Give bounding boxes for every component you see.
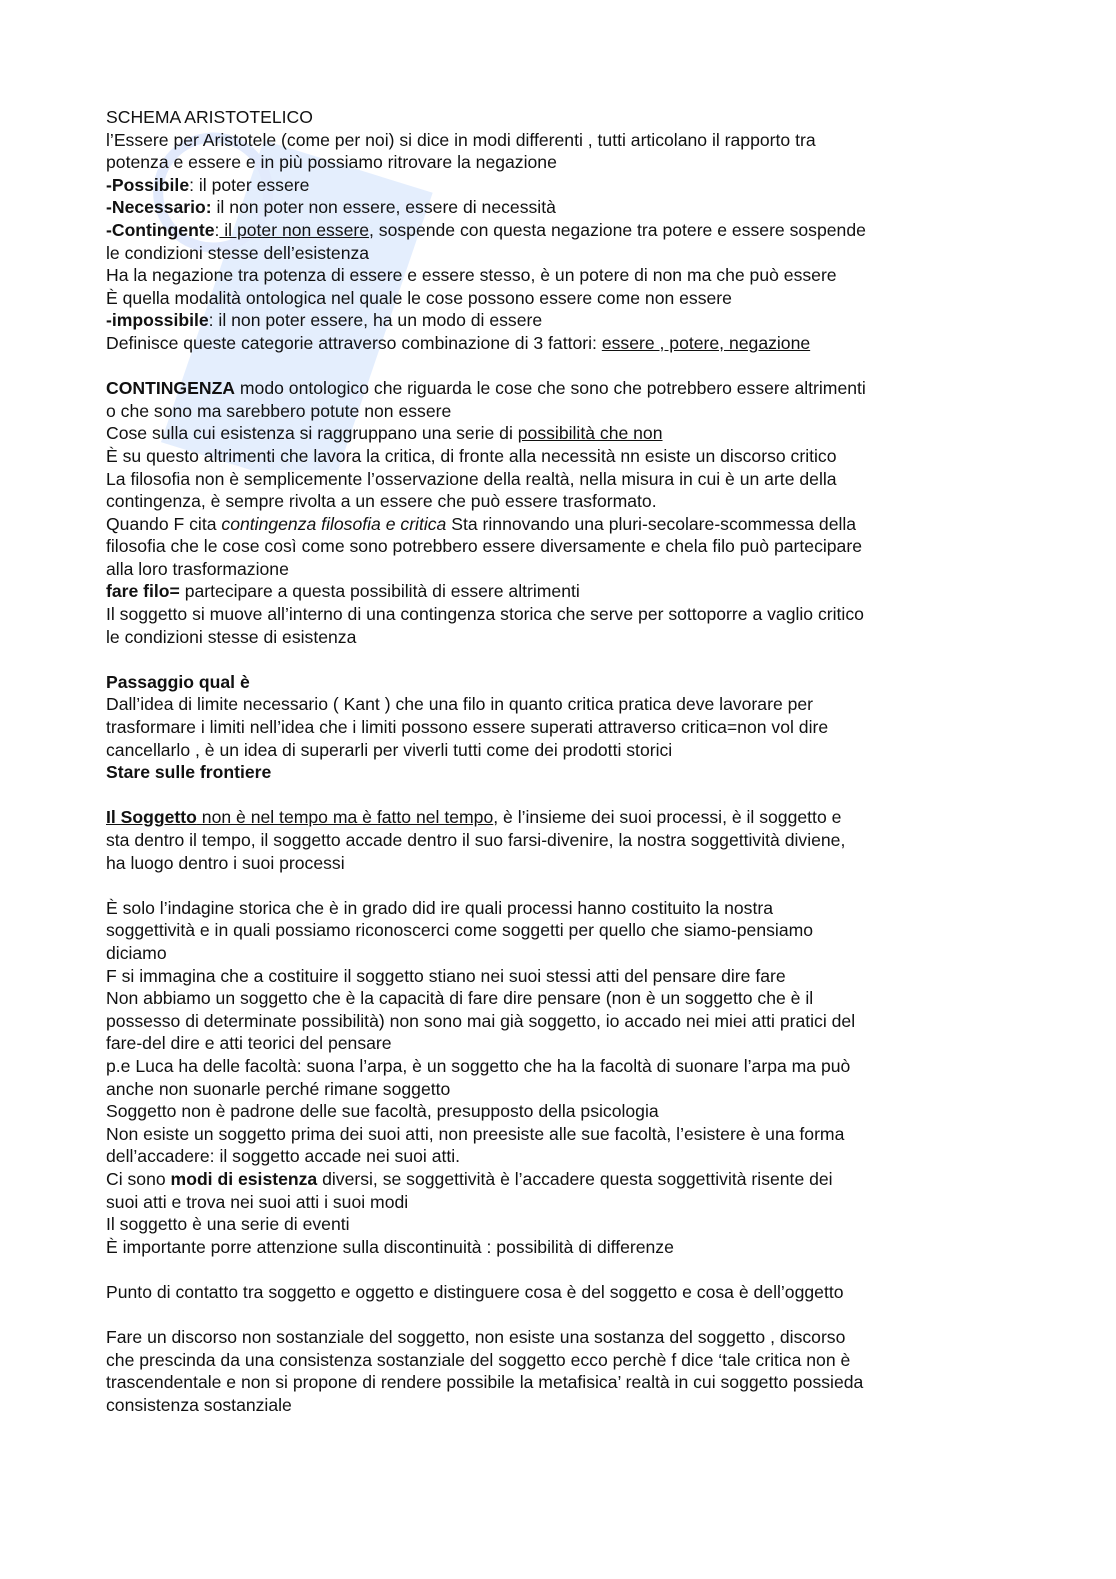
cose-underlined: possibilità che non [517, 423, 663, 444]
contingente-line [106, 219, 1006, 242]
eventi-line: Il soggetto è una serie di eventi [106, 1214, 350, 1235]
impossibile-line [106, 309, 1006, 332]
cose-line [106, 422, 1006, 445]
definisce-text: Definisce queste categorie attraverso combinazione di 3 fattori: [106, 332, 602, 353]
definisce-line [106, 332, 1006, 355]
nonabbiamo-line-2: possesso di determinate possibilità) non sono mai già soggetto, io accado nei miei atti pratici del [106, 1010, 856, 1031]
farefilo-line [106, 580, 1006, 603]
possibile-term: -Possibile [106, 174, 190, 195]
ilsoggetto-line-3: ha luogo dentro i suoi processi [106, 852, 345, 873]
cisono-line [106, 1168, 1006, 1191]
paragraph-gap [106, 648, 1006, 671]
contingenza-line [106, 377, 1006, 400]
fimmagina-line: F si immagina che a costituire il soggetto stiano nei suoi stessi atti del pensare dire fare [106, 965, 786, 986]
contingente-colon: : [214, 219, 220, 240]
fare-line-1: Fare un discorso non sostanziale del soggetto, non esiste una sostanza del soggetto , discorso [106, 1327, 846, 1348]
indagine-line-1: È solo l’indagine storica che è in grado did ire quali processi hanno costituito la nostra [106, 897, 773, 918]
intro-line-2: potenza e essere e in più possiamo ritrovare la negazione [106, 152, 557, 173]
quando-line-2: filosofia che le cose così come sono potrebbero essere diversamente e chela filo può partecipare [106, 536, 862, 557]
filosofia-line-2: contingenza, è sempre rivolta a un essere che può essere trasformato. [106, 491, 657, 512]
impossibile-def: : il non poter essere, ha un modo di essere [208, 310, 543, 331]
dall-line-1: Dall’idea di limite necessario ( Kant ) che una filo in quanto critica pratica deve lavorare per [106, 694, 814, 715]
indagine-line-3: diciamo [106, 942, 167, 963]
contingente-underlined: il poter non essere [219, 219, 370, 240]
indagine-line-2: soggettività e in quali possiamo riconoscerci come soggetti per quello che siamo-pensiamo [106, 920, 814, 941]
paragraph-gap [106, 1258, 1006, 1281]
possibile-line [106, 174, 1006, 197]
necessario-line [106, 196, 1006, 219]
altrimenti-line: È su questo altrimenti che lavora la critica, di fronte alla necessità nn esiste un discorso critico [106, 445, 837, 466]
cisono-post: diversi, se soggettività è l’accadere questa soggettività risente dei [317, 1168, 833, 1189]
impossibile-term: -impossibile [106, 310, 209, 331]
quando-line [106, 513, 1006, 536]
fare-line-3: trascendentale e non si propone di rendere possibile la metafisica’ realtà in cui soggetto possieda [106, 1372, 864, 1393]
ilsoggetto-rest: , è l’insieme dei suoi processi, è il soggetto e [493, 807, 842, 828]
contingenza-def: modo ontologico che riguarda le cose che sono che potrebbero essere altrimenti [235, 378, 866, 399]
importante-line: È importante porre attenzione sulla discontinuità : possibilità di differenze [106, 1236, 674, 1257]
contingenza-term: CONTINGENZA [106, 378, 236, 399]
paragraph-gap [106, 355, 1006, 378]
punto-line: Punto di contatto tra soggetto e oggetto e distinguere cosa è del soggetto e cosa è dell’oggetto [106, 1281, 844, 1302]
stare-heading [106, 761, 1006, 784]
farefilo-def: partecipare a questa possibilità di essere altrimenti [179, 581, 580, 602]
quando-pre: Quando F cita [106, 513, 222, 534]
definisce-underlined: essere , potere, negazione [601, 332, 811, 353]
quando-post: Sta rinnovando una pluri-secolare-scommessa della [446, 513, 857, 534]
contingenza-line-2: o che sono ma sarebbero potute non essere [106, 400, 452, 421]
luca-line-2: anche non suonarle perché rimane soggetto [106, 1078, 451, 1099]
quando-italic: contingenza filosofia e critica [221, 513, 447, 534]
cisono-line-2: suoi atti e trova nei suoi atti i suoi modi [106, 1191, 409, 1212]
negazione-line: Ha la negazione tra potenza di essere e essere stesso, è un potere di non ma che può essere [106, 265, 837, 286]
document-page [106, 106, 1006, 1416]
soggetto-muove-line-1: Il soggetto si muove all’interno di una contingenza storica che serve per sottoporre a vaglio critico [106, 604, 864, 625]
doc-title: SCHEMA ARISTOTELICO [106, 107, 313, 127]
contingente-rest: , sospende con questa negazione tra potere e essere sospende [369, 219, 866, 240]
fare-line-2: che prescinda da una consistenza sostanziale del soggetto ecco perchè f dice ‘tale critica non è [106, 1349, 851, 1370]
nonabbiamo-line-1: Non abbiamo un soggetto che è la capacità di fare dire pensare (non è un soggetto che è il [106, 988, 814, 1009]
stare-heading-text: Stare sulle frontiere [106, 762, 272, 783]
padrone-line: Soggetto non è padrone delle sue facoltà, presupposto della psicologia [106, 1101, 659, 1122]
passaggio-heading [106, 671, 1006, 694]
ilsoggetto-line-2: sta dentro il tempo, il soggetto accade dentro il suo farsi-divenire, la nostra soggettività diviene, [106, 830, 846, 850]
contingente-term: -Contingente [106, 219, 215, 240]
dall-line-3: cancellarlo , è un idea di superarli per viverli tutti come dei prodotti storici [106, 739, 673, 760]
paragraph-gap [106, 1303, 1006, 1326]
nonesiste-line-1: Non esiste un soggetto prima dei suoi atti, non preesiste alle sue facoltà, l’esistere è una forma [106, 1123, 845, 1144]
paragraph-gap [106, 784, 1006, 807]
ilsoggetto-line [106, 806, 1006, 829]
luca-line-1: p.e Luca ha delle facoltà: suona l’arpa, è un soggetto che ha la facoltà di suonare l’arpa ma può [106, 1055, 851, 1076]
nonesiste-line-2: dell’accadere: il soggetto accade nei suoi atti. [106, 1146, 461, 1167]
necessario-def: il non poter non essere, essere di necessità [211, 197, 556, 218]
possibile-def: : il poter essere [189, 174, 310, 195]
soggetto-muove-line-2: le condizioni stesse di esistenza [106, 626, 357, 647]
farefilo-term: fare filo= [106, 581, 180, 602]
quando-line-3: alla loro trasformazione [106, 558, 289, 579]
intro-line-1: l’Essere per Aristotele (come per noi) si dice in modi differenti , tutti articolano il rapporto tra [106, 129, 816, 150]
cisono-pre: Ci sono [106, 1168, 171, 1189]
contingente-line-2: le condizioni stesse dell’esistenza [106, 242, 370, 263]
ilsoggetto-underlined: non è nel tempo ma è fatto nel tempo [196, 807, 494, 828]
passaggio-heading-text: Passaggio qual è [106, 671, 250, 692]
nonabbiamo-line-3: fare-del dire e atti teorici del pensare [106, 1033, 392, 1054]
dall-line-2: trasformare i limiti nell’idea che i limiti possono essere superati attraverso critica=non vol dire [106, 717, 829, 738]
filosofia-line-1: La filosofia non è semplicemente l’osservazione della realtà, nella misura in cui è un arte della [106, 468, 837, 489]
cisono-bold: modi di esistenza [170, 1168, 318, 1189]
fare-line-4: consistenza sostanziale [106, 1394, 292, 1415]
paragraph-gap [106, 874, 1006, 897]
cose-text: Cose sulla cui esistenza si raggruppano una serie di [106, 423, 518, 444]
ilsoggetto-term: Il Soggetto [106, 807, 197, 828]
necessario-term: -Necessario: [106, 197, 212, 218]
modalita-line: È quella modalità ontologica nel quale le cose possono essere come non essere [106, 287, 732, 308]
